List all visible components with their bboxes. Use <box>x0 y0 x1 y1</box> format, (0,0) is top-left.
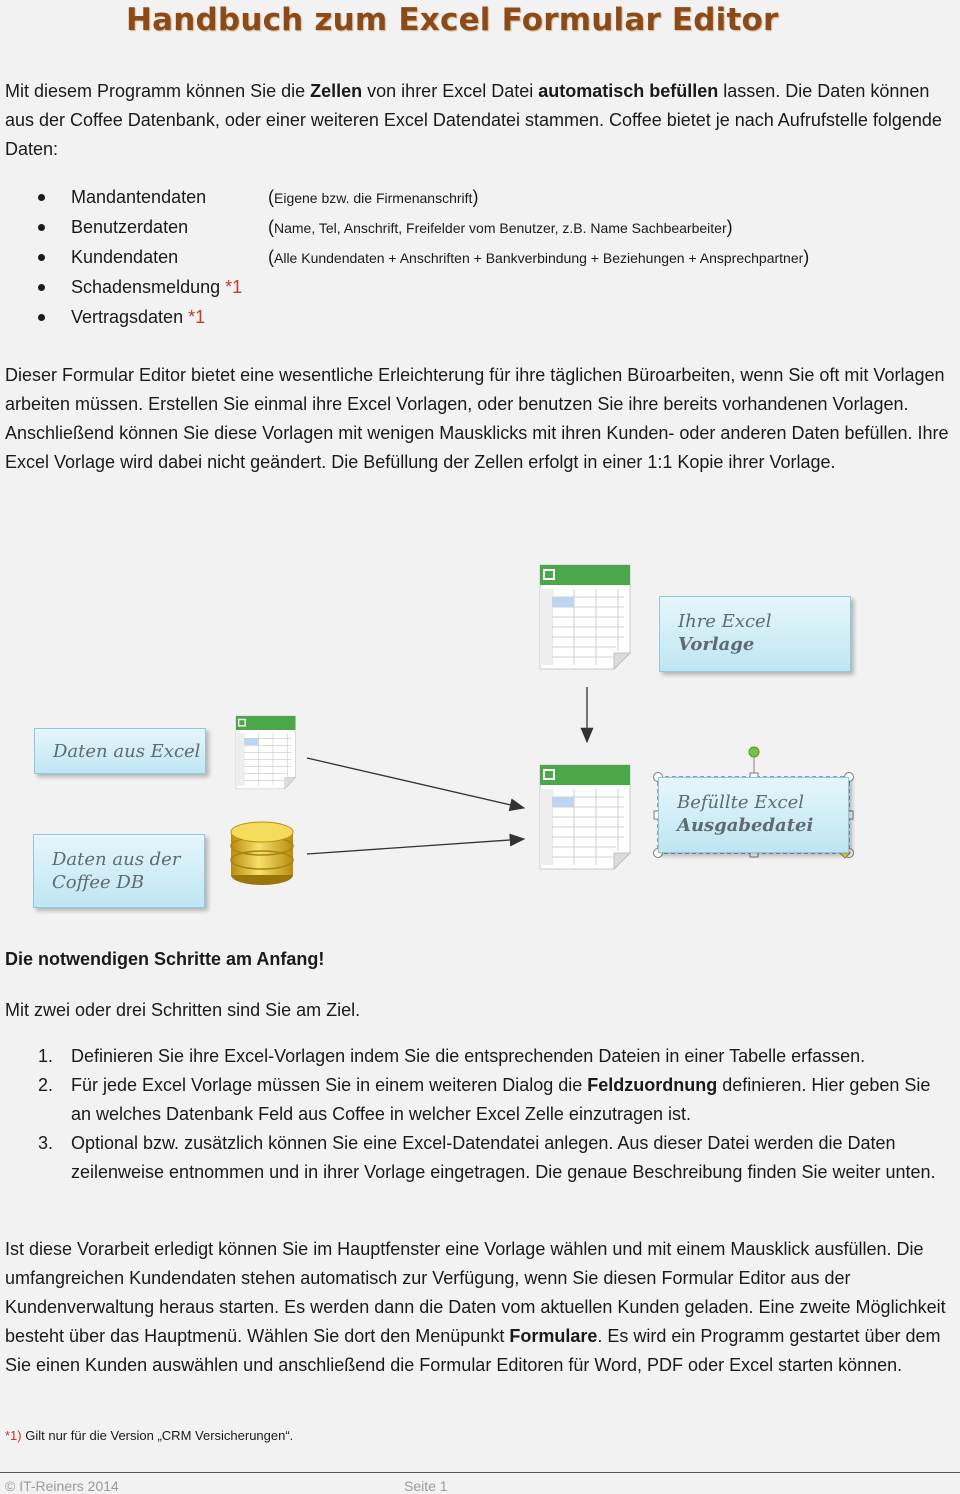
note-template-line1: Ihre Excel <box>678 611 772 632</box>
page-title: Handbuch zum Excel Formular Editor <box>126 2 779 38</box>
footnote-marker: *1) <box>5 1428 22 1443</box>
note-coffee-db <box>33 834 205 908</box>
steps-list <box>0 1042 960 1187</box>
bullet-icon <box>38 224 45 231</box>
note-excel-data-line1: Daten aus Excel <box>53 741 201 762</box>
list-item <box>0 1071 960 1129</box>
bullet-icon <box>38 254 45 261</box>
note-output-line2: Ausgabedatei <box>677 815 814 836</box>
list-item <box>0 1042 960 1071</box>
data-sheet-icon <box>236 716 295 789</box>
intro-text-2: von ihrer Excel Datei <box>362 81 539 101</box>
list-item-label: Vertragsdaten *1 <box>71 307 206 327</box>
bullet-icon <box>38 284 45 291</box>
note-coffee-line1: Daten aus der <box>52 849 181 870</box>
note-excel-data <box>34 728 206 774</box>
step-text: Optional bzw. zusätzlich können Sie eine Excel-Datendatei anlegen. Aus dieser Datei werden die Daten zeilenweise entnommen und in ihrer Vorlage eingetragen. Die genaue Beschreibung finden Sie weiter unten. <box>71 1133 936 1182</box>
footer-page-number: Seite 1 <box>404 1478 448 1494</box>
note-output <box>658 777 849 853</box>
note-template <box>659 596 851 672</box>
closing-text-1: Ist diese Vorarbeit erledigt können Sie im Hauptfenster eine Vorlage wählen und mit einem Mausklick ausfüllen. Die umfangreichen Kundendaten stehen automatisch zur Verfügung, wenn Sie diesen Formular Editor aus der Kundenverwaltung heraus starten. Es werden dann die Daten vom aktuellen Kunden geladen. Eine zweite Möglichkeit besteht über das Hauptmenü. Wählen Sie dort den Menüpunkt <box>5 1239 946 1346</box>
step-number: 3. <box>38 1133 54 1153</box>
workflow-diagram <box>0 550 960 930</box>
bullet-icon <box>38 194 45 201</box>
intro-paragraph <box>5 77 955 164</box>
steps-intro: Mit zwei oder drei Schritten sind Sie am Ziel. <box>5 1000 361 1020</box>
template-sheet-icon <box>540 565 630 669</box>
list-item-label: Kundendaten <box>71 247 179 267</box>
step-number: 1. <box>38 1046 54 1066</box>
step-number: 2. <box>38 1075 54 1095</box>
arrow-excel-to-output <box>307 758 524 808</box>
intro-bold-zellen: Zellen <box>310 81 363 101</box>
database-icon <box>231 822 293 885</box>
description-paragraph: Dieser Formular Editor bietet eine wesentliche Erleichterung für ihre täglichen Büroarbeiten, wenn Sie oft mit Vorlagen arbeiten müssen. Erstellen Sie einmal ihre Excel Vorlagen, oder benutzen Sie ihre bereits vorhandenen Vorlagen. Anschließend können Sie diese Vorlagen mit wenigen Mausklicks mit ihren Kunden- oder anderen Daten befüllen. Ihre Excel Vorlage wird dabei nicht geändert. Die Befüllung der Zellen erfolgt in einer 1:1 Kopie ihrer Vorlage. <box>5 365 949 472</box>
note-template-line2: Vorlage <box>678 634 755 655</box>
step-text: Für jede Excel Vorlage müssen Sie in einem weiteren Dialog die <box>71 1075 588 1095</box>
footnote <box>5 1428 293 1443</box>
footer-copyright: © IT-Reiners 2014 <box>5 1478 119 1494</box>
list-item-label: Mandantendaten <box>71 187 207 207</box>
list-item-desc: (Alle Kundendaten + Anschriften + Bankverbindung + Beziehungen + Ansprechpartner) <box>268 247 810 267</box>
note-output-line1: Befüllte Excel <box>677 792 805 813</box>
steps-heading: Die notwendigen Schritte am Anfang! <box>5 949 325 969</box>
closing-paragraph <box>5 1235 955 1380</box>
list-item-label: Schadensmeldung *1 <box>71 277 243 297</box>
bullet-icon <box>38 314 45 321</box>
list-item-label: Benutzerdaten <box>71 217 189 237</box>
list-item-desc: (Eigene bzw. die Firmenanschrift) <box>268 187 479 207</box>
intro-text-3: lassen. Die Daten können aus der Coffee Datenbank, oder einer weiteren Excel Datendatei stammen. Coffee bietet je nach Aufrufstelle folgende Daten: <box>5 81 942 159</box>
closing-bold-formulare: Formulare <box>509 1326 598 1346</box>
closing-text-2: . Es wird ein Programm gestartet über dem Sie einen Kunden auswählen und anschließend die Formular Editoren für Word, PDF oder Excel starten können. <box>5 1326 941 1375</box>
footnote-text: Gilt nur für die Version „CRM Versicherungen“. <box>21 1428 294 1443</box>
footnote-marker: *1 <box>225 277 243 297</box>
output-sheet-icon <box>540 765 630 869</box>
intro-bold-befuellen: automatisch befüllen <box>538 81 719 101</box>
note-coffee-line2: Coffee DB <box>52 872 145 893</box>
list-item-desc: (Name, Tel, Anschrift, Freifelder vom Benutzer, z.B. Name Sachbearbeiter) <box>268 217 733 237</box>
intro-text-1: Mit diesem Programm können Sie die <box>5 81 311 101</box>
list-item <box>0 1129 960 1187</box>
footer-divider <box>0 1472 960 1473</box>
step-text: Definieren Sie ihre Excel-Vorlagen indem Sie die entsprechenden Dateien in einer Tabelle erfassen. <box>71 1046 866 1066</box>
step-bold-feldzuordnung: Feldzuordnung <box>587 1075 718 1095</box>
footnote-marker: *1 <box>188 307 206 327</box>
arrow-db-to-output <box>307 839 524 854</box>
step-text-continued: definieren. Hier geben Sie an welches Datenbank Feld aus Coffee in welcher Excel Zelle einzutragen ist. <box>71 1075 931 1124</box>
